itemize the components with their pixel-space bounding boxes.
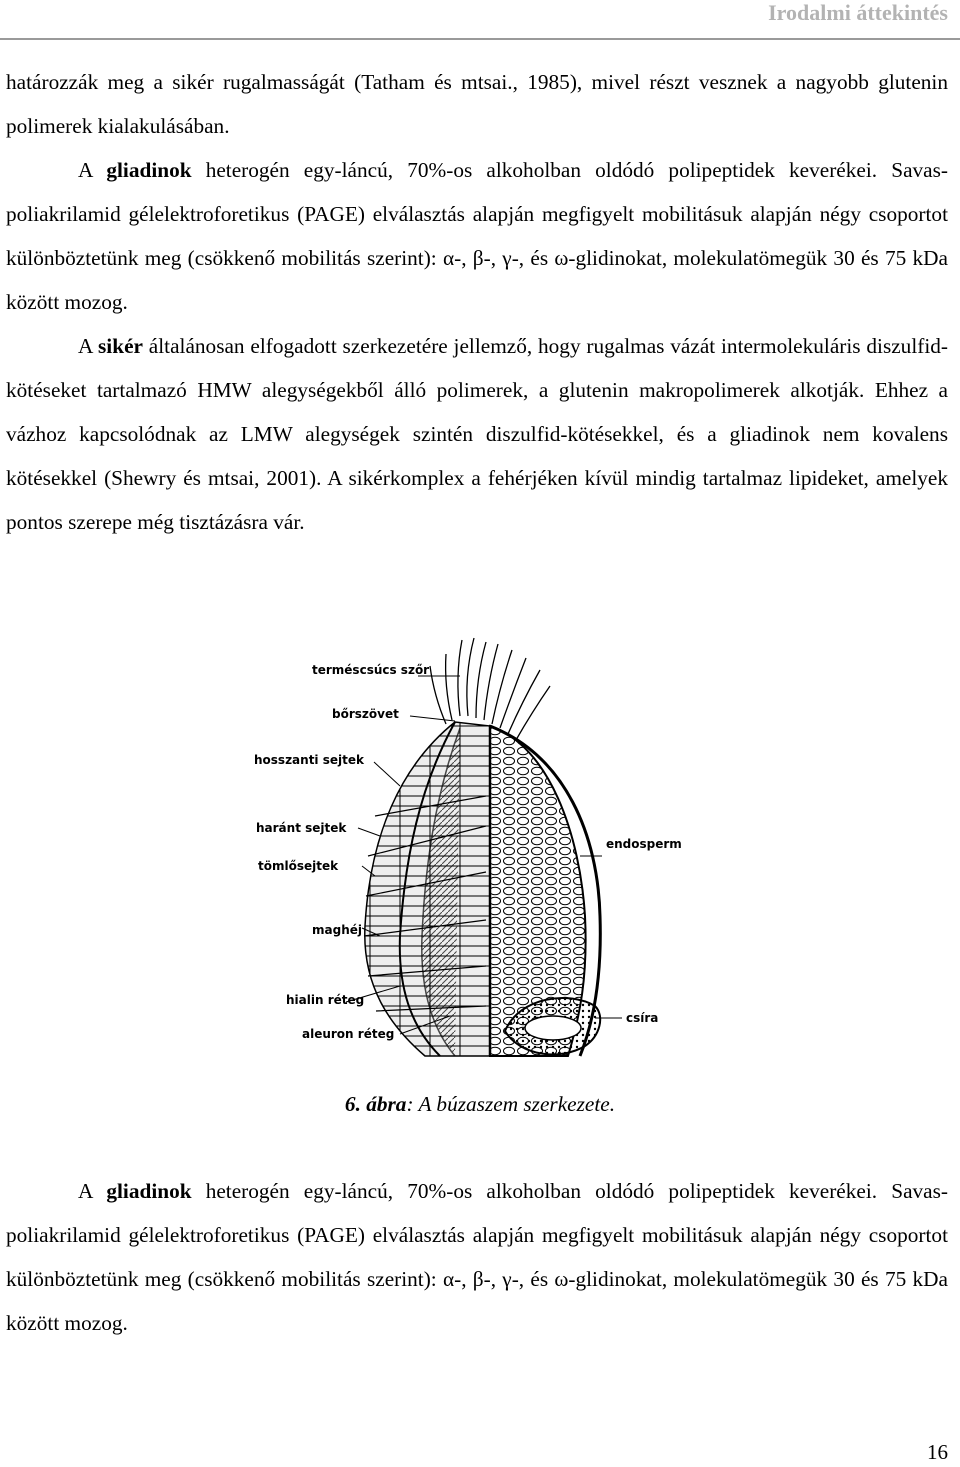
bold-term-siker: sikér (98, 334, 143, 358)
wheat-grain-figure (250, 636, 720, 1076)
wheat-grain-diagram (250, 636, 720, 1076)
para-prefix: A (78, 334, 99, 358)
text-block-top (6, 60, 948, 544)
label-csira: csíra (626, 1011, 659, 1025)
header-rule (0, 38, 960, 40)
bold-term-gliadinok: gliadinok (106, 1179, 192, 1203)
para-prefix: A (78, 1179, 107, 1203)
figure-caption (0, 1092, 960, 1117)
label-maghej: maghéj (312, 923, 362, 937)
label-endosperm: endosperm (606, 837, 682, 851)
paragraph-continuation: határozzák meg a sikér rugalmasságát (Tatham és mtsai., 1985), mivel részt vesznek a nagyobb glutenin polimerek kialakulásában. (6, 70, 948, 138)
bold-term-gliadinok: gliadinok (106, 158, 192, 182)
paragraph-gliadins-repeat (6, 1169, 948, 1345)
page-number: 16 (927, 1440, 948, 1464)
label-hialin: hialin réteg (286, 993, 365, 1007)
tip-hairs (430, 638, 550, 740)
para-body: heterogén egy-láncú, 70%-os alkoholban oldódó polipeptidek keverékei. Savas-poliakrilamid gélelektroforetikus (PAGE) elválasztás alapján megfigyelt mobilitásuk alapján négy csoportot különböztetünk meg (csökkenő mobilitás szerint): α-, β-, γ-, és ω-glidinokat, molekulatömegük 30 és 75 kDa között mozog. (6, 158, 949, 314)
para-prefix: A (78, 158, 107, 182)
para-body: általánosan elfogadott szerkezetére jellemző, hogy rugalmas vázát intermolekuláris diszulfid-kötéseket tartalmazó HMW alegységekből álló polimerek, a glutenin makropolimerek alkotják. Ehhez a vázhoz kapcsolódnak az LMW alegységek szintén diszulfid-kötésekkel, és a gliadinok nem kovalens kötésekkel (Shewry és mtsai, 2001). A sikérkomplex a fehérjéken kívül mindig tartalmaz lipideket, amelyek pontos szerepe még tisztázásra vár. (6, 334, 948, 534)
paragraph-gliadins (6, 148, 948, 324)
caption-number: 6. ábra (344, 1092, 407, 1116)
label-aleuron: aleuron réteg (302, 1027, 395, 1041)
outer-layers (364, 722, 490, 1056)
text-block-bottom (6, 1169, 948, 1345)
label-tomlo: tömlősejtek (258, 859, 339, 873)
running-header: Irodalmi áttekintés (768, 0, 948, 25)
label-borszovet: bőrszövet (332, 707, 399, 721)
caption-text: : A búzaszem szerkezete. (406, 1092, 616, 1116)
label-termescsucs: terméscsúcs szőr (312, 663, 430, 677)
paragraph-siker (6, 324, 948, 544)
para-body: heterogén egy-láncú, 70%-os alkoholban oldódó polipeptidek keverékei. Savas-poliakrilamid gélelektroforetikus (PAGE) elválasztás alapján megfigyelt mobilitásuk alapján négy csoportot különböztetünk meg (csökkenő mobilitás szerint): α-, β-, γ-, és ω-glidinokat, molekulatömegük 30 és 75 kDa között mozog. (6, 1179, 949, 1335)
label-harant: haránt sejtek (256, 821, 347, 835)
label-hosszanti: hosszanti sejtek (254, 753, 364, 767)
